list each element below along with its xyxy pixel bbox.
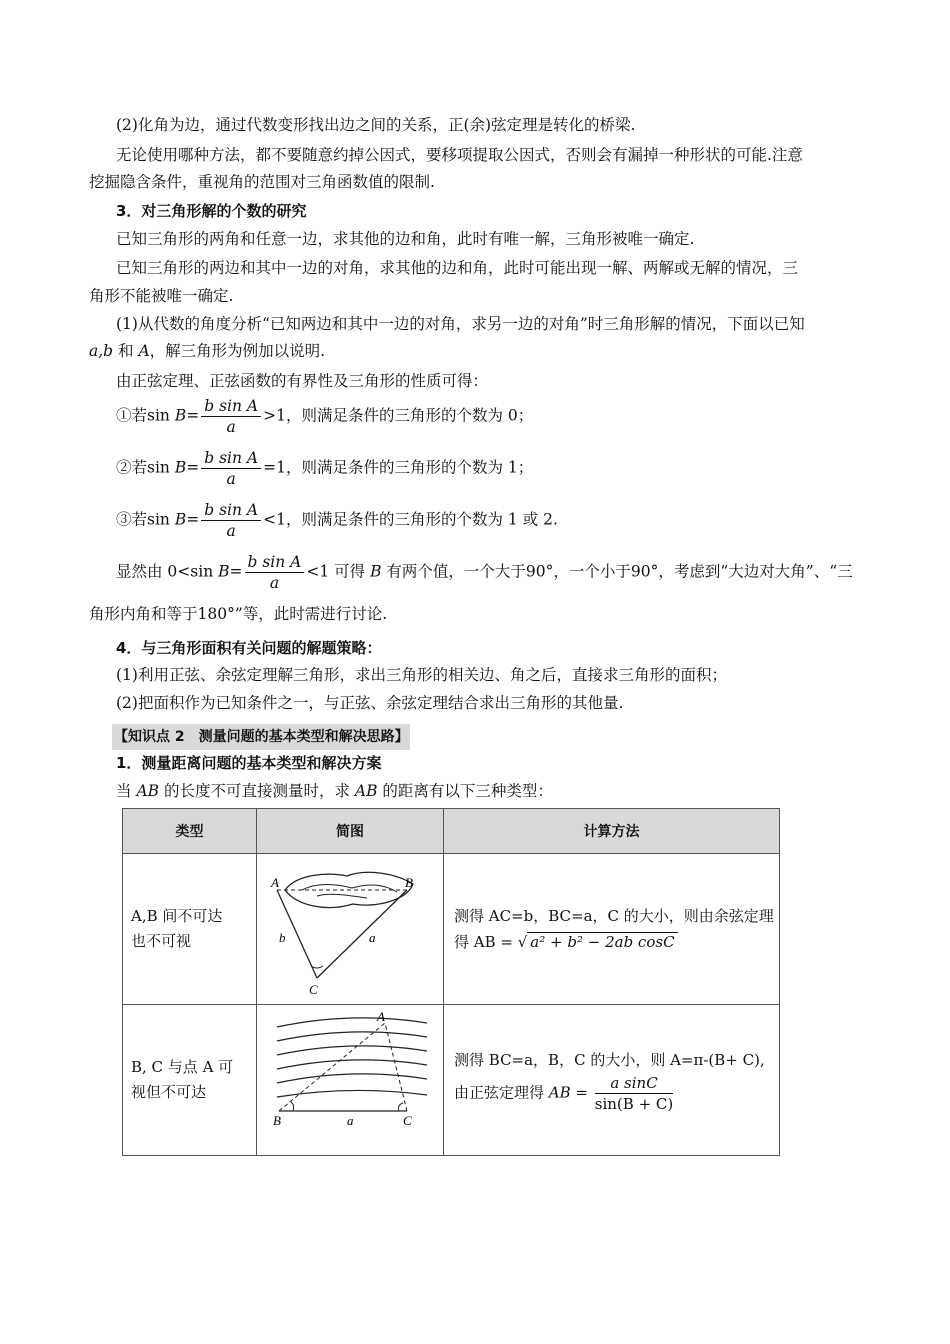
obvious-line-1: 显然由 0<sin B= $\frac{\text{b sin A}}{a}$ <1 可得 B 有两个值，一个大于90°，一个小于90°，考虑到“大边对大角”、“三 — [116, 553, 853, 592]
row1-type: A,B 间不可达 也不可视 — [123, 854, 257, 1005]
fig-label: a — [347, 1113, 354, 1128]
heading-4: 4．与三角形面积有关问题的解题策略： — [116, 639, 382, 657]
para-7: (1)利用正弦、余弦定理解三角形，求出三角形的相关边、角之后，直接求三角形的面积； — [116, 666, 727, 684]
case-3: ③若sin B= $\frac{\text{b sin A}}{a}$ <1，则满足条件的三角形的个数为 1 或 2. — [116, 501, 558, 540]
para-5-line-2: a,b 和 A，解三角形为例加以说明. — [89, 342, 326, 360]
fraction: $\frac{\text{b sin A}}{a}$ — [201, 500, 261, 541]
table-row — [123, 1005, 780, 1156]
knowledge-point-banner: 【知识点 2 测量问题的基本类型和解决思路】 — [112, 724, 410, 750]
fig-label: A — [377, 1009, 385, 1024]
figure-river — [257, 1005, 443, 1151]
fraction: $\frac{\text{b sin A}}{a}$ — [201, 396, 261, 437]
row1-method: 测得 AC=b，BC=a，C 的大小，则由余弦定理 得 AB = √ a² + b² − 2ab cosC — [444, 854, 780, 1005]
header-method: 计算方法 — [444, 809, 780, 854]
header-type: 类型 — [123, 809, 257, 854]
para-5-line-1: (1)从代数的角度分析“已知两边和其中一边的对角，求另一边的对角”时三角形解的情况，下面以已知 — [116, 315, 805, 333]
table-row — [123, 854, 780, 1005]
row2-type: B, C 与点 A 可 视但不可达 — [123, 1005, 257, 1156]
fraction: $\frac{\text{a sinC}}{\sin(B + C)}$ — [594, 1073, 674, 1113]
fraction: $\frac{\text{b sin A}}{a}$ — [201, 448, 261, 489]
fig-label: B — [273, 1113, 281, 1128]
heading-3: 3．对三角形解的个数的研究 — [116, 202, 307, 220]
sqrt-sign: √ — [517, 933, 528, 951]
case-1: ①若sin B= $\frac{\text{b sin A}}{a}$ >1，则满足条件的三角形的个数为 0； — [116, 397, 534, 436]
fig-label: C — [403, 1113, 412, 1128]
row1-figure — [257, 854, 444, 1005]
row2-method: 测得 BC=a，B，C 的大小，则 A=π-(B+ C), 由正弦定理得 AB = $\frac{\text{a sinC}}{\sin(B + C)}$ — [444, 1005, 780, 1156]
case-2: ②若sin B= $\frac{\text{b sin A}}{a}$ =1，则满足条件的三角形的个数为 1； — [116, 449, 534, 488]
para-4-line-2: 角形不能被唯一确定. — [89, 287, 234, 305]
measurement-table — [122, 808, 780, 1156]
para-9: 当 AB 的长度不可直接测量时，求 AB 的距离有以下三种类型： — [116, 782, 553, 800]
fig-label: a — [369, 930, 376, 945]
fig-label: C — [309, 982, 318, 997]
para-2-line-1: 无论使用哪种方法，都不要随意约掉公因式，要移项提取公因式，否则会有漏掉一种形状的可能.注意 — [116, 146, 803, 164]
fraction: $\frac{\text{b sin A}}{a}$ — [245, 552, 305, 593]
heading-distance: 1．测量距离问题的基本类型和解决方案 — [116, 754, 382, 772]
row2-figure — [257, 1005, 444, 1156]
fig-label: b — [279, 930, 286, 945]
para-1: (2)化角为边，通过代数变形找出边之间的关系，正(余)弦定理是转化的桥梁. — [116, 116, 636, 134]
figure-lake-triangle — [257, 854, 443, 1000]
obvious-line-2: 角形内角和等于180°”等，此时需进行讨论. — [89, 605, 388, 623]
para-3: 已知三角形的两角和任意一边，求其他的边和角，此时有唯一解，三角形被唯一确定. — [116, 230, 695, 248]
para-4-line-1: 已知三角形的两边和其中一边的对角，求其他的边和角，此时可能出现一解、两解或无解的情况，三 — [116, 259, 799, 277]
para-8: (2)把面积作为已知条件之一，与正弦、余弦定理结合求出三角形的其他量. — [116, 694, 624, 712]
fig-label: A — [271, 875, 279, 890]
header-figure: 简图 — [257, 809, 444, 854]
para-6: 由正弦定理、正弦函数的有界性及三角形的性质可得： — [116, 372, 489, 390]
para-2-line-2: 挖掘隐含条件，重视角的范围对三角函数值的限制. — [89, 173, 435, 191]
fig-label: B — [405, 875, 413, 890]
table-header-row — [123, 809, 780, 854]
